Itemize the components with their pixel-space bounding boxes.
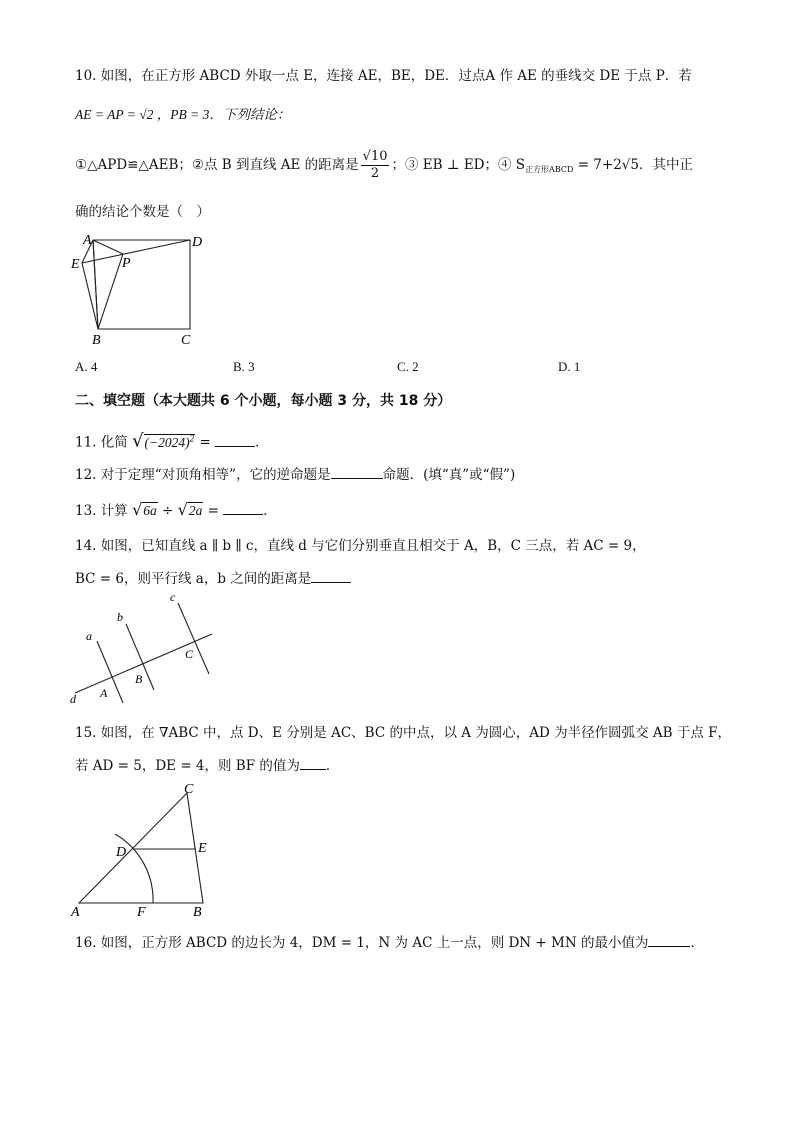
line-c — [178, 603, 209, 674]
label-e: E — [71, 257, 80, 272]
label-point-a: A — [100, 686, 108, 700]
q11-suffix: = — [195, 434, 216, 451]
q13-end: ． — [263, 503, 277, 519]
q14-line1: 14. 如图，已知直线 a ∥ b ∥ c，直线 d 与它们分别垂直且相交于 A，B，C 三点，若 AC = 9， — [75, 538, 646, 554]
q11-answer-blank[interactable] — [215, 432, 255, 447]
q12-line — [75, 464, 515, 484]
segment-ed — [82, 240, 190, 263]
q10-line1: 10. 如图，在正方形 ABCD 外取一点 E，连接 AE，BE，DE．过点A 作 AE 的垂线交 DE 于点 P．若 — [75, 68, 692, 84]
q11-radicand — [144, 434, 196, 450]
q15-line2-a: 若 AD = 5，DE = 4，则 BF 的值为 — [75, 758, 300, 774]
q10-line3 — [75, 147, 693, 188]
q13-radicand-2: 2a — [188, 503, 203, 518]
label-d: D — [116, 845, 127, 860]
q10-square-figure — [65, 228, 205, 348]
q14-parallel-lines-figure — [65, 588, 225, 708]
q10-frac-num: √10 — [362, 149, 388, 164]
q15-line2 — [75, 755, 339, 775]
segment-ab — [93, 240, 98, 329]
q11-prefix: 11. 化简 — [75, 434, 128, 451]
segment-ap — [93, 240, 123, 254]
q12-answer-blank[interactable] — [331, 464, 383, 479]
label-b: B — [193, 905, 202, 920]
q14-line2-text: BC = 6，则平行线 a，b 之间的距离是 — [75, 571, 312, 587]
q10-frac-den: 2 — [370, 166, 380, 181]
q10-line3-c: = 7+2√5．其中正 — [573, 157, 693, 173]
label-p: P — [122, 256, 131, 271]
q15-line1: 15. 如图，在 ∇ABC 中，点 D、E 分别是 AC、BC 的中点，以 A 为圆心，AD 为半径作圆弧交 AB 于点 F， — [75, 725, 732, 741]
q16-answer-blank[interactable] — [648, 932, 690, 947]
q13-sqrt2-icon: √ — [177, 500, 188, 519]
q10-line2: AE = AP = √2 ，PB = 3．下列结论： — [75, 107, 291, 122]
q11-exponent: 2 — [189, 433, 195, 443]
q12-text-a: 12. 对于定理“对顶角相等”，它的逆命题是 — [75, 467, 331, 483]
q10-line3-sub: 正方形ABCD — [525, 165, 574, 174]
label-b: B — [92, 333, 101, 348]
label-e: E — [198, 841, 207, 856]
q16-text-a: 16. 如图，正方形 ABCD 的边长为 4，DM = 1，N 为 AC 上一点，则 DN + MN 的最小值为 — [75, 935, 649, 951]
q10-choice-c: C. 2 — [397, 359, 419, 374]
q10-line3-b: ；③ EB ⊥ ED；④ S — [391, 157, 526, 173]
q10-choice-d: D. 1 — [558, 359, 581, 374]
label-line-b: b — [117, 610, 123, 624]
label-point-c: C — [185, 647, 194, 661]
section-heading: 二、填空题（本大题共 6 个小题，每小题 3 分，共 18 分） — [75, 393, 452, 409]
label-line-a: a — [86, 629, 92, 643]
q13-line — [75, 498, 277, 523]
q10-line4: 确的结论个数是（ ） — [75, 204, 210, 220]
q10-choice-a: A. 4 — [75, 359, 98, 374]
q11-radicand-text: (−2024) — [144, 434, 190, 450]
q11-end: ． — [255, 434, 269, 451]
line-d — [75, 634, 212, 693]
q13-operator: ÷ — [157, 503, 178, 519]
q11-sqrt-icon: √ — [132, 430, 144, 452]
label-d: D — [192, 235, 203, 250]
label-c: C — [184, 782, 194, 797]
label-c: C — [181, 333, 191, 348]
segment-pb — [98, 254, 123, 329]
square-abcd — [93, 240, 190, 329]
q15-answer-blank[interactable] — [300, 755, 326, 770]
q15-line2-b: ． — [325, 758, 340, 774]
q13-radicand-1: 6a — [143, 503, 157, 518]
q16-line — [75, 932, 704, 952]
q16-text-b: ． — [690, 935, 704, 951]
label-line-d: d — [70, 692, 76, 706]
q13-answer-blank[interactable] — [223, 500, 263, 515]
label-f: F — [137, 905, 146, 920]
label-a: A — [83, 233, 92, 248]
q10-choice-b: B. 3 — [233, 359, 255, 374]
label-a: A — [71, 905, 80, 920]
triangle-abc — [79, 793, 203, 903]
q10-line3-a: ①△APD≌△AEB；②点 B 到直线 AE 的距离是 — [75, 157, 359, 173]
q14-line2 — [75, 568, 351, 588]
label-point-b: B — [135, 672, 143, 686]
q13-sqrt1-icon: √ — [132, 500, 143, 519]
q12-text-b: 命题．(填“真”或“假”) — [382, 467, 516, 483]
q14-answer-blank[interactable] — [311, 568, 351, 583]
q13-prefix: 13. 计算 — [75, 503, 128, 519]
q10-fraction — [361, 149, 390, 182]
q13-eq: = — [203, 503, 224, 519]
q15-triangle-figure — [65, 778, 225, 923]
q11-line — [75, 426, 269, 455]
label-line-c: c — [170, 590, 176, 604]
